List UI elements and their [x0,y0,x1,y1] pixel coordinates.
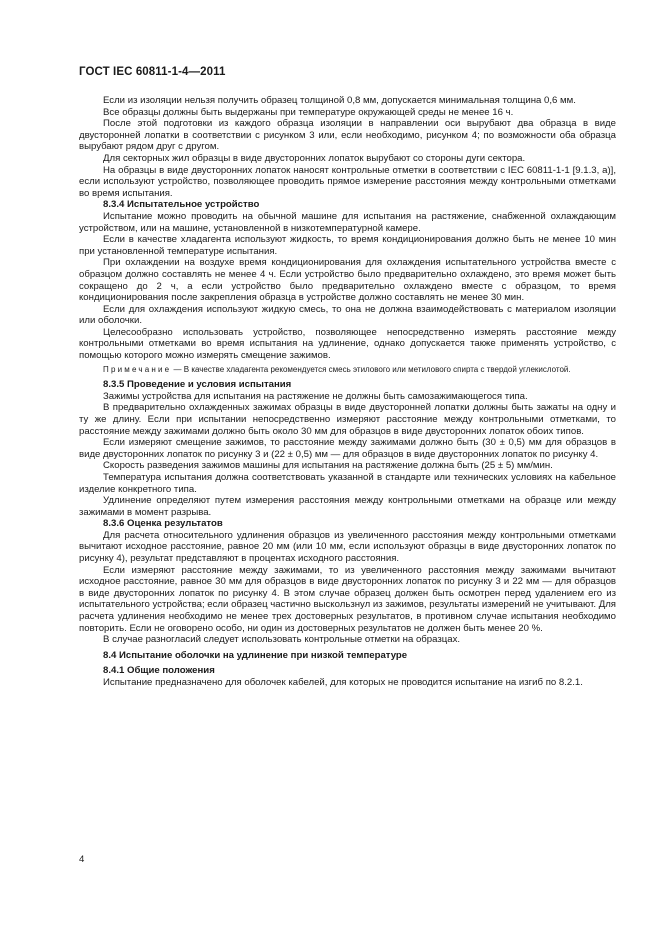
paragraph: При охлаждении на воздухе время кондиционирования для охлаждения испытательного устройства вместе с образцом должно составлять не менее 4 ч. Если устройство было предварительно охлаждено, это время может быть сокращено до 2 ч, а если устройство было предварительно охлаждено вместе с образцом, то время кондиционирования после закрепления образца в устройстве должно составлять не менее 30 мин. [79,257,616,304]
page-number: 4 [79,854,85,865]
paragraph: Испытание предназначено для оболочек кабелей, для которых не проводится испытание на изгиб по 8.2.1. [103,677,583,688]
paragraph: Если из изоляции нельзя получить образец толщиной 0,8 мм, допускается минимальная толщина 0,6 мм. [103,95,576,106]
document-body [79,95,616,689]
paragraph: Для секторных жил образцы в виде двусторонних лопаток вырубают со стороны дуги сектора. [103,152,526,164]
section-heading-8-3-4: 8.3.4 Испытательное устройство [103,199,260,211]
paragraph: На образцы в виде двусторонних лопаток наносят контрольные отметки в соответствии с IEC 60811-1-1 [9.1.3, а)], если используют устройство, позволяющее проводить прямое измерение расстояния между контрольными отметками во время испытания. [79,164,616,199]
paragraph: Целесообразно использовать устройство, позволяющее непосредственно измерять расстояние между контрольными отметками во время испытания на удлинение, однако допускается также применять устройство, с помощью которого можно измерять смещение зажимов. [79,326,616,362]
paragraph: В случае разногласий следует использовать контрольные отметки на образцах. [103,634,461,646]
paragraph: Если для охлаждения используют жидкую смесь, то она не должна взаимодействовать с материалом изоляции или оболочки. [79,303,616,327]
standard-header: ГОСТ IEC 60811-1-4—2011 [79,66,226,78]
paragraph: Если измеряют расстояние между зажимами, то из увеличенного расстояния между зажимами вычитают исходное расстояние, равное 30 мм для образцов в виде двусторонних лопаток по рисунку 3 и 22 мм — для образцов в виде двусторонних лопаток по рисунку 4. В этом случае образец должен быть осмотрен перед удалением его из испытательного устройства; если образец частично выскользнул из зажимов, результаты измерений не учитывают. Для расчета удлинения необходимо не менее трех достоверных результатов, в противном случае испытания необходимо повторить. Если не оговорено особо, ни один из достоверных результатов не должен быть менее 20 %. [79,564,616,634]
section-heading-8-4: 8.4 Испытание оболочки на удлинение при низкой температуре [103,649,408,661]
section-heading-8-3-5: 8.3.5 Проведение и условия испытания [103,379,292,391]
paragraph: Все образцы должны быть выдержаны при температуре окружающей среды не менее 16 ч. [103,106,514,118]
paragraph: После этой подготовки из каждого образца изоляции в направлении оси вырубают два образца в виде двусторонней лопатки в соответствии с рисунком 3 или, если необходимо, рисунком 4; по возможности оба образца вырубают рядом друг с другом. [79,118,616,153]
note [79,365,616,376]
paragraph: Скорость разведения зажимов машины для испытания на растяжение должна быть (25 ± 5) мм/мин. [103,460,553,472]
note-label: Примечание [103,364,172,374]
paragraph: В предварительно охлажденных зажимах образцы в виде двусторонней лопатки должны быть зажаты на одну и ту же длину. Если при испытании непосредственно измеряют расстояние между контрольными отметками, то расстояние между зажимами должно быть около 30 мм для образцов в виде двусторонних лопаток обоих типов. [79,402,616,437]
paragraph: Если в качестве хладагента используют жидкость, то время кондиционирования должно быть не менее 10 мин при установленной температуре испытания. [79,234,616,257]
paragraph: Удлинение определяют путем измерения расстояния между контрольными отметками на образце или между зажимами в момент разрыва. [79,495,616,518]
section-heading-8-3-6: 8.3.6 Оценка результатов [103,518,223,530]
paragraph: Температура испытания должна соответствовать указанной в стандарте или технических условиях на кабельное изделие конкретного типа. [79,471,616,495]
paragraph: Если измеряют смещение зажимов, то расстояние между зажимами должно быть (30 ± 0,5) мм для образцов в виде двусторонних лопаток по рисунку 3 и (22 ± 0,5) мм — для образцов в виде двусторонних лопаток по рисунку 4. [79,437,616,460]
paragraph: Для расчета относительного удлинения образцов из увеличенного расстояния между контрольными отметками вычитают исходное расстояние, равное 20 мм (или 10 мм, если используют образцы в виде двусторонних лопаток по рисунку 4), результат представляют в процентах исходного расстояния. [79,529,616,565]
note-text: — В качестве хладагента рекомендуется смесь этилового или метилового спирта с твердой углекислотой. [171,364,571,374]
paragraph: Зажимы устройства для испытания на растяжение не должны быть самозажимающегося типа. [103,390,528,402]
section-heading-8-4-1: 8.4.1 Общие положения [103,665,215,677]
paragraph: Испытание можно проводить на обычной машине для испытания на растяжение, снабженной охлаждающим устройством, или на машине, установленной в низкотемпературной камере. [79,210,616,234]
